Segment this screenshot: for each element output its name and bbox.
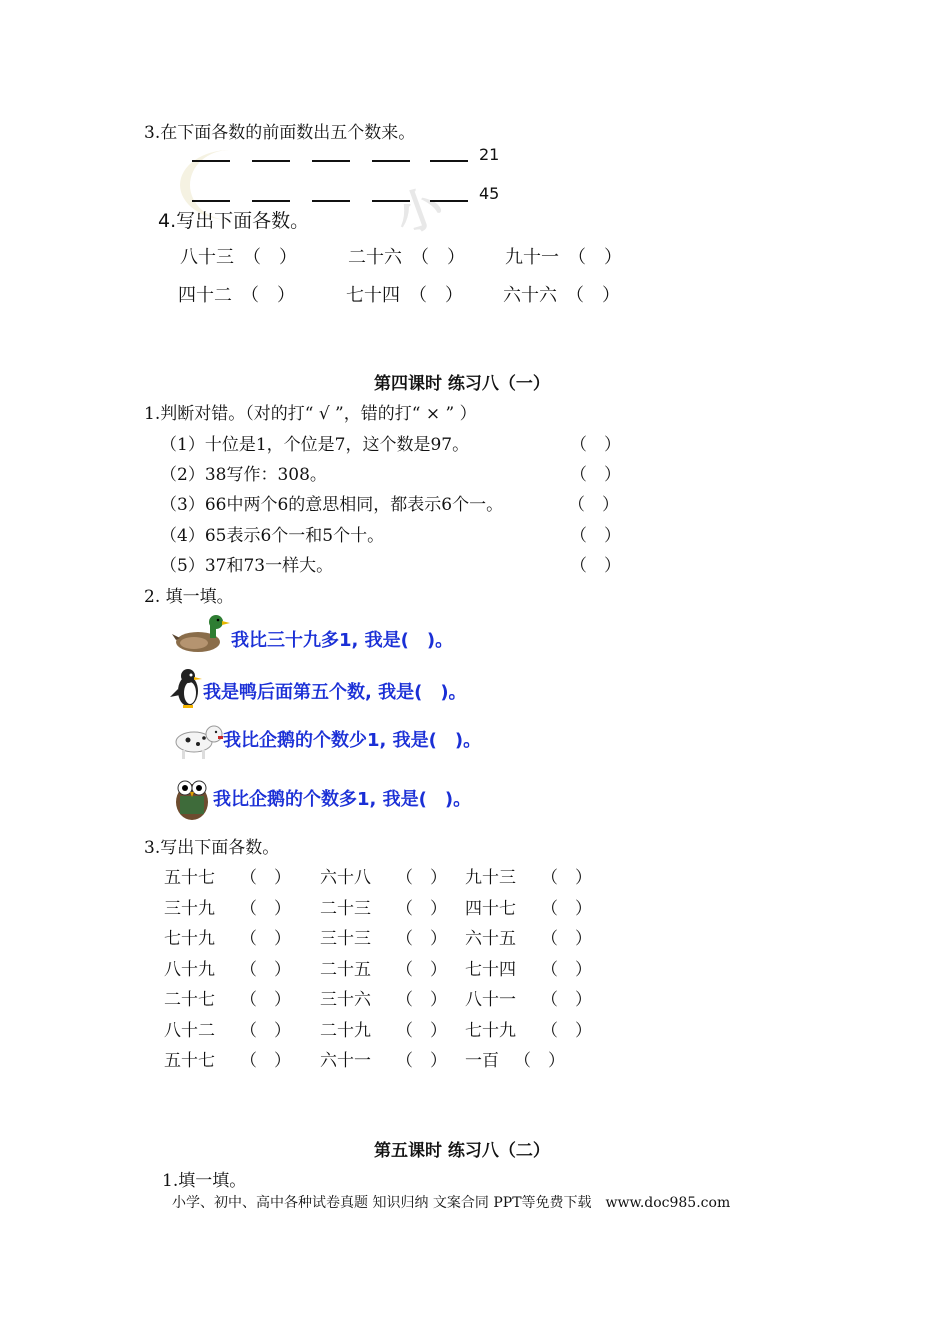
judge-mark[interactable]: （ ） xyxy=(570,465,621,485)
number-word: 七十九 xyxy=(164,929,215,949)
number-word: 二十三 xyxy=(320,898,371,919)
answer-paren[interactable]: （ ） xyxy=(541,929,592,949)
answer-paren[interactable]: （ ） xyxy=(396,898,447,919)
q4-title: 4.写出下面各数。 xyxy=(158,210,310,232)
answer-blank[interactable] xyxy=(372,200,410,202)
answer-paren[interactable]: （ ） xyxy=(396,929,447,949)
judge-item: （5）37和73一样大。 xyxy=(160,556,334,576)
q3-row2-end-number: 45 xyxy=(479,184,500,203)
duck-icon xyxy=(172,612,230,656)
number-word: 六十八 xyxy=(320,868,371,888)
answer-blank[interactable] xyxy=(312,200,350,202)
answer-paren[interactable]: （ ） xyxy=(396,1051,447,1071)
q4-item: 八十三 （ ） xyxy=(180,247,297,268)
answer-paren[interactable]: （ ） xyxy=(396,868,447,888)
judge-title: 1.判断对错。（对的打“ √ ”，错的打“ × ” ） xyxy=(144,404,477,424)
answer-paren[interactable]: （ ） xyxy=(396,959,447,980)
q4-item: 二十六 （ ） xyxy=(348,247,465,268)
number-word: 三十三 xyxy=(320,929,371,949)
owl-icon xyxy=(172,774,212,822)
fill-item-dog: 我比企鹅的个数少1, 我是( )。 xyxy=(223,730,482,751)
fill-title: 2. 填一填。 xyxy=(144,587,234,607)
number-word: 二十九 xyxy=(320,1020,371,1041)
fill-item-owl: 我比企鹅的个数多1, 我是( )。 xyxy=(213,789,472,810)
number-word: 二十七 xyxy=(164,990,215,1010)
number-word: 六十五 xyxy=(465,929,516,949)
number-word: 七十九 xyxy=(465,1020,516,1041)
q4-item: 六十六 （ ） xyxy=(503,285,620,306)
number-word: 二十五 xyxy=(320,959,371,980)
judge-mark[interactable]: （ ） xyxy=(570,435,621,455)
number-word: 八十九 xyxy=(164,959,215,980)
answer-paren[interactable]: （ ） xyxy=(541,868,592,888)
lesson5-q1-title: 1.填一填。 xyxy=(162,1171,247,1191)
number-word: 一百 xyxy=(465,1051,499,1071)
number-word: 五十七 xyxy=(164,868,215,888)
judge-item: （2）38写作：308。 xyxy=(160,465,327,485)
q4-item: 四十二 （ ） xyxy=(178,285,295,306)
number-word: 三十六 xyxy=(320,990,371,1010)
footer: 小学、初中、高中各种试卷真题 知识归纳 文案合同 PPT等免费下载 www.doc985.com xyxy=(172,1195,731,1211)
answer-paren[interactable]: （ ） xyxy=(240,990,291,1010)
answer-blank[interactable] xyxy=(252,200,290,202)
fill-item-duck: 我比三十九多1, 我是( )。 xyxy=(231,630,454,651)
q4-item: 七十四 （ ） xyxy=(346,285,463,306)
number-word: 四十七 xyxy=(465,898,516,919)
q3-title: 3.在下面各数的前面数出五个数来。 xyxy=(144,123,416,143)
q4-item: 九十一 （ ） xyxy=(505,247,622,268)
answer-paren[interactable]: （ ） xyxy=(240,1051,291,1071)
number-word: 八十二 xyxy=(164,1020,215,1041)
answer-paren[interactable]: （ ） xyxy=(240,959,291,980)
answer-paren[interactable]: （ ） xyxy=(396,990,447,1010)
judge-item: （4）65表示6个一和5个十。 xyxy=(160,526,385,546)
number-word: 五十七 xyxy=(164,1051,215,1071)
answer-paren[interactable]: （ ） xyxy=(240,1020,291,1041)
write-title: 3.写出下面各数。 xyxy=(144,838,280,858)
judge-mark[interactable]: （ ） xyxy=(570,526,621,546)
number-word: 八十一 xyxy=(465,990,516,1010)
answer-paren[interactable]: （ ） xyxy=(541,898,592,919)
answer-paren[interactable]: （ ） xyxy=(514,1051,565,1071)
judge-item: （1）十位是1，个位是7，这个数是97。 xyxy=(160,435,470,455)
answer-paren[interactable]: （ ） xyxy=(541,990,592,1010)
judge-mark[interactable]: （ ） xyxy=(568,495,619,515)
penguin-icon xyxy=(170,667,206,709)
lesson5-heading: 第五课时 练习八（二） xyxy=(374,1141,550,1161)
dog-icon xyxy=(170,720,224,760)
number-word: 三十九 xyxy=(164,898,215,919)
number-word: 九十三 xyxy=(465,868,516,888)
answer-paren[interactable]: （ ） xyxy=(240,929,291,949)
answer-paren[interactable]: （ ） xyxy=(541,959,592,980)
number-word: 六十一 xyxy=(320,1051,371,1071)
fill-item-penguin: 我是鸭后面第五个数, 我是( )。 xyxy=(203,682,467,703)
watermark: 小 xyxy=(388,177,450,245)
answer-blank[interactable] xyxy=(430,160,468,162)
answer-paren[interactable]: （ ） xyxy=(240,898,291,919)
q3-row1-end-number: 21 xyxy=(479,145,500,164)
answer-blank[interactable] xyxy=(192,160,230,162)
answer-blank[interactable] xyxy=(192,200,230,202)
judge-mark[interactable]: （ ） xyxy=(570,556,621,576)
judge-item: （3）66中两个6的意思相同，都表示6个一。 xyxy=(160,495,504,515)
answer-paren[interactable]: （ ） xyxy=(541,1020,592,1041)
lesson4-heading: 第四课时 练习八（一） xyxy=(374,374,550,394)
answer-blank[interactable] xyxy=(372,160,410,162)
answer-paren[interactable]: （ ） xyxy=(396,1020,447,1041)
answer-blank[interactable] xyxy=(252,160,290,162)
answer-paren[interactable]: （ ） xyxy=(240,868,291,888)
answer-blank[interactable] xyxy=(430,200,468,202)
answer-blank[interactable] xyxy=(312,160,350,162)
number-word: 七十四 xyxy=(465,959,516,980)
